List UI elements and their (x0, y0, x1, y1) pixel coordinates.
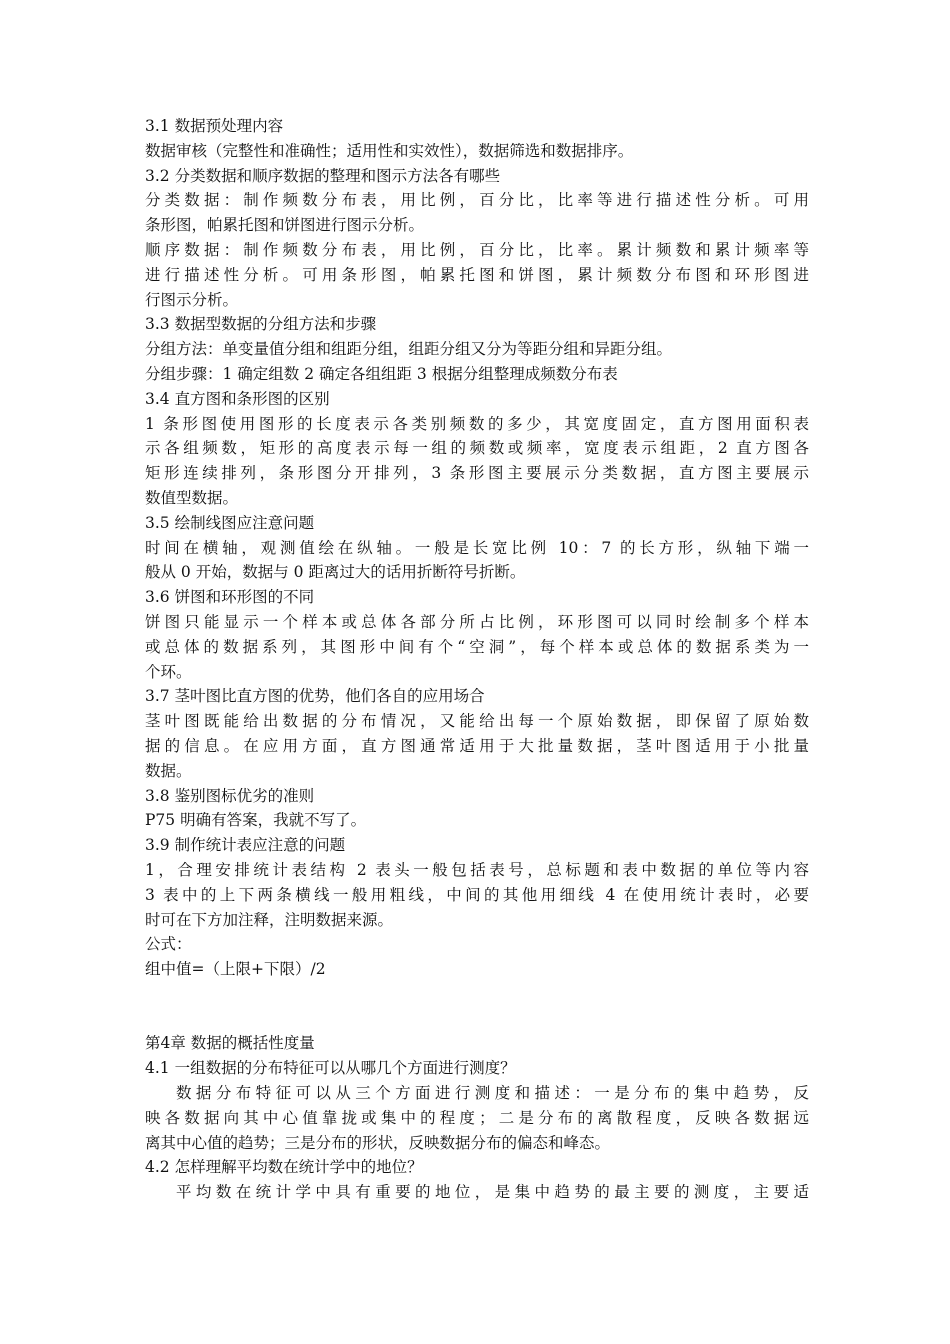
section-heading-3-5: 3.5 绘制线图应注意问题 (145, 513, 315, 532)
paragraph-line: 进行描述性分析。可用条形图，帕累托图和饼图，累计频数分布图和环形图进 (145, 265, 809, 284)
chapter-title: 第4章 数据的概括性度量 (145, 1034, 315, 1053)
paragraph-line: 分类数据：制作频数分布表，用比例，百分比，比率等进行描述性分析。可用 (145, 191, 809, 210)
section-heading-3-7: 3.7 茎叶图比直方图的优势，他们各自的应用场合 (145, 687, 485, 706)
paragraph-line: 数据分布特征可以从三个方面进行测度和描述：一是分布的集中趋势，反 (176, 1084, 809, 1103)
paragraph-line: 3 表中的上下两条横线一般用粗线，中间的其他用细线 4 在使用统计表时，必要 (145, 885, 809, 904)
paragraph-line: 行图示分析。 (145, 290, 239, 309)
paragraph-line: 时可在下方加注释，注明数据来源。 (145, 910, 394, 929)
paragraph-line: 条形图，帕累托图和饼图进行图示分析。 (145, 216, 425, 235)
section-heading-3-1: 3.1 数据预处理内容 (145, 117, 284, 135)
section-heading-3-2: 3.2 分类数据和顺序数据的整理和图示方法各有哪些 (145, 166, 501, 185)
paragraph-line: 分组步骤：1 确定组数 2 确定各组组距 3 根据分组整理成频数分布表 (145, 364, 618, 383)
paragraph-line: 分组方法：单变量值分组和组距分组，组距分组又分为等距分组和异距分组。 (145, 340, 673, 359)
section-heading-3-8: 3.8 鉴别图标优劣的准则 (145, 786, 315, 805)
formula: 组中值=（上限+下限）/2 (145, 960, 326, 979)
paragraph-line: 离其中心值的趋势；三是分布的形状，反映数据分布的偏态和峰态。 (145, 1133, 611, 1152)
section-heading-4-1: 4.1 一组数据的分布特征可以从哪几个方面进行测度？ (145, 1059, 516, 1078)
document-page (145, 114, 809, 1205)
paragraph-line: 饼图只能显示一个样本或总体各部分所占比例，环形图可以同时绘制多个样本 (145, 612, 809, 631)
formula-label: 公式： (145, 935, 192, 954)
section-heading-3-6: 3.6 饼图和环形图的不同 (145, 588, 315, 607)
paragraph-line: 平均数在统计学中具有重要的地位，是集中趋势的最主要的测度，主要适 (176, 1183, 809, 1202)
paragraph-line: 矩形连续排列，条形图分开排列，3 条形图主要展示分类数据，直方图主要展示 (145, 464, 809, 483)
paragraph-line: 示各组频数，矩形的高度表示每一组的频数或频率，宽度表示组距，2 直方图各 (145, 439, 809, 458)
section-heading-3-4: 3.4 直方图和条形图的区别 (145, 389, 330, 408)
paragraph-line: 据的信息。在应用方面，直方图通常适用于大批量数据，茎叶图适用于小批量 (145, 736, 809, 755)
paragraph-line: 数值型数据。 (145, 488, 239, 507)
paragraph-line: P75 明确有答案，我就不写了。 (145, 811, 367, 830)
paragraph-line: 1 条形图使用图形的长度表示各类别频数的多少，其宽度固定，直方图用面积表 (145, 414, 809, 433)
paragraph-line: 时间在横轴，观测值绘在纵轴。一般是长宽比例 10：7 的长方形，纵轴下端一 (145, 538, 809, 557)
section-heading-4-2: 4.2 怎样理解平均数在统计学中的地位？ (145, 1158, 423, 1177)
paragraph-line: 茎叶图既能给出数据的分布情况，又能给出每一个原始数据，即保留了原始数 (145, 712, 809, 731)
paragraph-line: 顺序数据：制作频数分布表，用比例，百分比，比率。累计频数和累计频率等 (145, 240, 809, 259)
blank-gap (145, 982, 809, 1032)
paragraph-line: 般从 0 开始，数据与 0 距离过大的话用折断符号折断。 (145, 563, 526, 582)
section-heading-3-3: 3.3 数据型数据的分组方法和步骤 (145, 315, 377, 334)
paragraph-line: 数据审核（完整性和准确性；适用性和实效性），数据筛选和数据排序。 (145, 141, 634, 160)
paragraph-line: 数据。 (145, 761, 192, 780)
paragraph-line: 或总体的数据系列，其图形中间有个“空洞”，每个样本或总体的数据系类为一 (145, 637, 809, 656)
paragraph-line: 1，合理安排统计表结构 2 表头一般包括表号，总标题和表中数据的单位等内容 (145, 860, 809, 879)
paragraph-line: 映各数据向其中心值靠拢或集中的程度；二是分布的离散程度，反映各数据远 (145, 1108, 809, 1127)
section-heading-3-9: 3.9 制作统计表应注意的问题 (145, 836, 346, 855)
paragraph-line: 个环。 (145, 662, 192, 681)
